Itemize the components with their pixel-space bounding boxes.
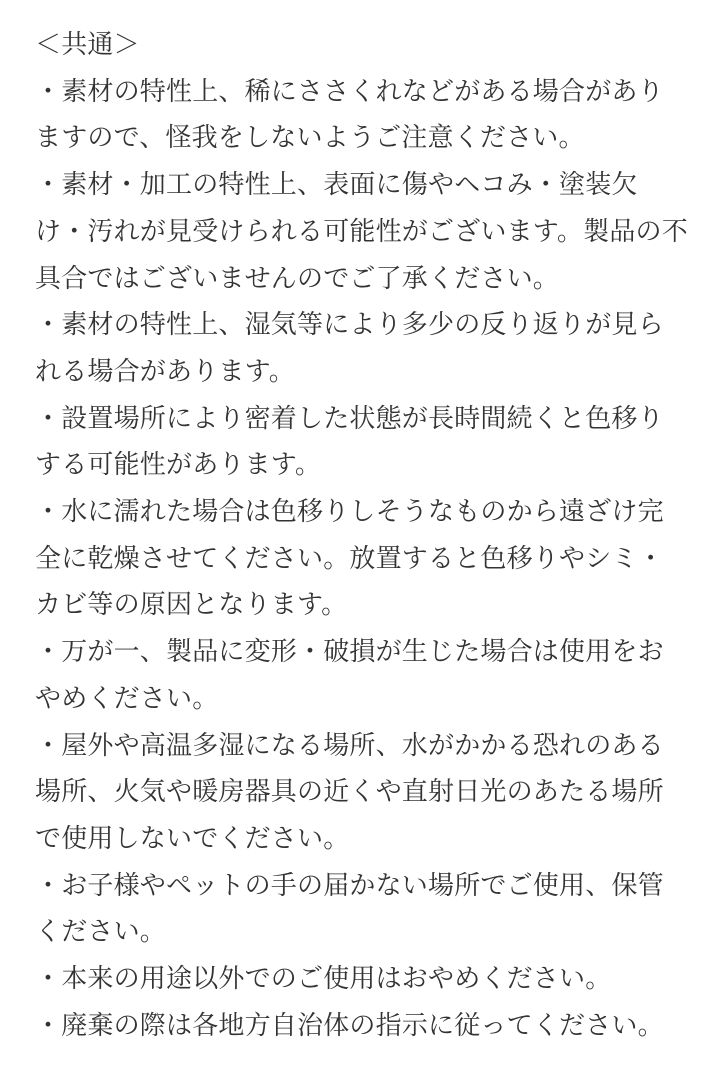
text-line: ・素材の特性上、湿気等により多少の反り返りが見ら: [35, 309, 664, 340]
note-item: [35, 161, 686, 301]
text-line: ・お子様やペットの手の届かない場所でご使用、保管: [35, 869, 664, 900]
text-line: カビ等の原因となります。: [35, 589, 348, 620]
text-line: ください。: [35, 916, 167, 947]
text-line: 場所、火気や暖房器具の近くや直射日光のあたる場所: [35, 776, 664, 807]
note-item: [35, 722, 686, 862]
note-item: [35, 395, 686, 488]
text-line: ・水に濡れた場合は色移りしそうなものから遠ざけ完: [35, 496, 664, 527]
text-line: やめください。: [35, 682, 219, 713]
note-item: [35, 862, 686, 955]
text-line: する可能性があります。: [35, 449, 322, 480]
text-line: ますので、怪我をしないようご注意ください。: [35, 122, 585, 153]
note-item: [35, 628, 686, 721]
text-line: れる場合があります。: [35, 355, 295, 386]
text-line: ・素材の特性上、稀にささくれなどがある場合があり: [35, 75, 664, 106]
text-line: で使用しないでください。: [35, 822, 350, 853]
text-line: ・万が一、製品に変形・破損が生じた場合は使用をお: [35, 636, 664, 667]
text-line: 全に乾燥させてください。放置すると色移りやシミ・: [35, 542, 664, 573]
note-item: [35, 301, 686, 394]
text-line: ・素材・加工の特性上、表面に傷やヘコみ・塗装欠: [35, 169, 638, 200]
text-line: ・設置場所により密着した状態が長時間続くと色移り: [35, 402, 664, 433]
text-line: ・屋外や高温多湿になる場所、水がかかる恐れのある: [35, 729, 664, 760]
text-line: 具合ではございませんのでご了承ください。: [35, 262, 560, 293]
note-item: [35, 68, 686, 161]
text-line: ・廃棄の際は各地方自治体の指示に従ってください。: [35, 1009, 664, 1040]
text-line: ・本来の用途以外でのご使用はおやめください。: [35, 963, 612, 994]
note-item: [35, 488, 686, 628]
note-item: [35, 955, 686, 1002]
section-heading: ＜共通＞: [35, 29, 140, 59]
text-line: け・汚れが見受けられる可能性がございます。製品の不: [35, 215, 688, 246]
note-item: [35, 1002, 686, 1049]
